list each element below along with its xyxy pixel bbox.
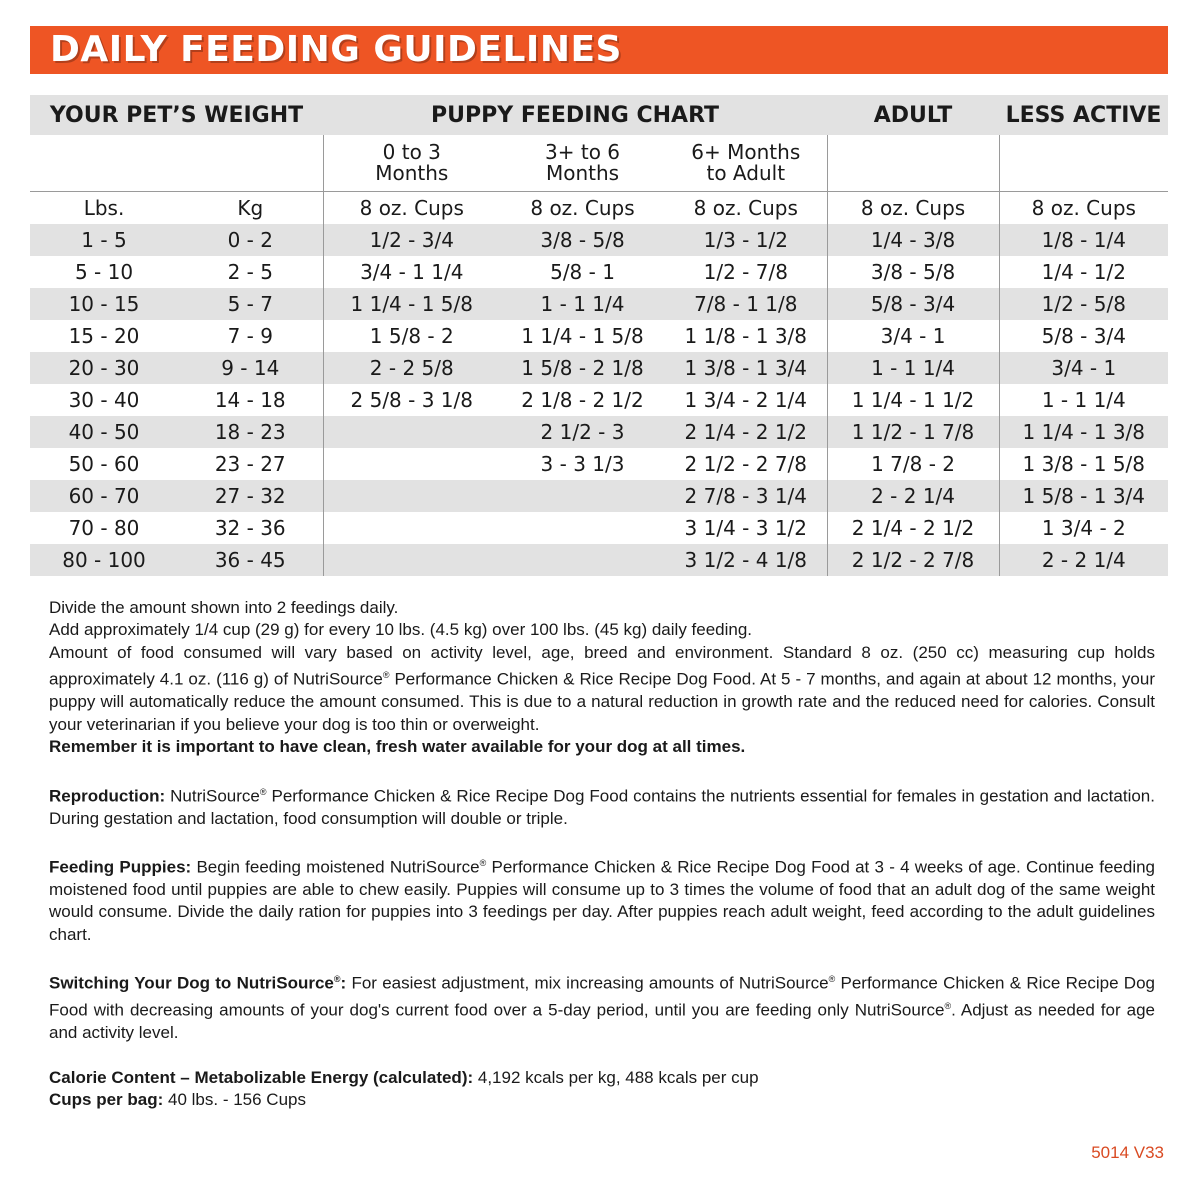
table-cell: 2 1/4 - 2 1/2 bbox=[827, 512, 999, 544]
table-cell: 20 - 30 bbox=[30, 352, 178, 384]
table-cell: 10 - 15 bbox=[30, 288, 178, 320]
table-cell: 1/8 - 1/4 bbox=[999, 224, 1168, 256]
table-row bbox=[30, 320, 1168, 352]
table-cell: 1/4 - 1/2 bbox=[999, 256, 1168, 288]
table-cell: 30 - 40 bbox=[30, 384, 178, 416]
table-cell: 5 - 7 bbox=[178, 288, 323, 320]
table-cell: 1/4 - 3/8 bbox=[827, 224, 999, 256]
unit-cups: 8 oz. Cups bbox=[693, 196, 798, 220]
table-cell: 3 1/2 - 4 1/8 bbox=[665, 544, 827, 576]
table-cell: 2 - 2 1/4 bbox=[827, 480, 999, 512]
table-cell: 1 1/4 - 1 5/8 bbox=[500, 320, 665, 352]
table-cell: 1 1/4 - 1 3/8 bbox=[999, 416, 1168, 448]
table-cell: 5/8 - 3/4 bbox=[827, 288, 999, 320]
table-cell: 1/2 - 5/8 bbox=[999, 288, 1168, 320]
table-cell: 7/8 - 1 1/8 bbox=[665, 288, 827, 320]
table-cell: 3 1/4 - 3 1/2 bbox=[665, 512, 827, 544]
unit-cups: 8 oz. Cups bbox=[323, 192, 500, 225]
table-cell: 1 5/8 - 1 3/4 bbox=[999, 480, 1168, 512]
table-cell: 3/4 - 1 bbox=[999, 352, 1168, 384]
age-adult-blank bbox=[827, 135, 999, 192]
table-row bbox=[30, 288, 1168, 320]
table-cell: 1 1/8 - 1 3/8 bbox=[665, 320, 827, 352]
table-row bbox=[30, 224, 1168, 256]
unit-kg: Kg bbox=[237, 196, 264, 220]
table-cell bbox=[323, 544, 500, 576]
product-code: 5014 V33 bbox=[1091, 1143, 1164, 1162]
unit-cups: 8 oz. Cups bbox=[827, 192, 999, 225]
table-cell: 1 1/4 - 1 1/2 bbox=[827, 384, 999, 416]
note-reproduction: Reproduction: NutriSource® Performance Chicken & Rice Recipe Dog Food contains the nutrients essential for females in gestation and lactation. During gestation and lactation, food consumption will double or triple. bbox=[49, 786, 1155, 828]
table-cell: 2 1/2 - 2 7/8 bbox=[827, 544, 999, 576]
table-cell: 1 5/8 - 2 bbox=[323, 320, 500, 352]
header-less-active: LESS ACTIVE bbox=[999, 95, 1168, 135]
table-cell: 23 - 27 bbox=[178, 448, 323, 480]
table-cell: 1 5/8 - 2 1/8 bbox=[500, 352, 665, 384]
age-col-6-adult: 6+ Months to Adult bbox=[665, 135, 827, 192]
table-cell: 1/2 - 3/4 bbox=[323, 224, 500, 256]
table-cell: 80 - 100 bbox=[30, 544, 178, 576]
table-row bbox=[30, 256, 1168, 288]
note-amount: Amount of food consumed will vary based on activity level, age, breed and environment. Standard 8 oz. (250 cc) measuring cup holds approximately 4.1 oz. (116 g) of NutriSource® Performance Chicken & Rice Recipe Dog Food. At 5 - 7 months, and again at about 12 months, your puppy will automatically reduce the amount consumed. This is due to a natural reduction in growth rate and the reduced need for calories. Consult your veterinarian if you believe your dog is too thin or overweight. bbox=[49, 642, 1155, 734]
table-cell: 1 3/8 - 1 3/4 bbox=[665, 352, 827, 384]
table-cell: 2 1/8 - 2 1/2 bbox=[500, 384, 665, 416]
table-cell: 3/4 - 1 1/4 bbox=[323, 256, 500, 288]
table-row bbox=[30, 416, 1168, 448]
table-cell: 14 - 18 bbox=[178, 384, 323, 416]
note-over-100: Add approximately 1/4 cup (29 g) for every 10 lbs. (4.5 kg) over 100 lbs. (45 kg) daily feeding. bbox=[49, 620, 753, 640]
table-cell: 1 - 1 1/4 bbox=[827, 352, 999, 384]
table-cell: 0 - 2 bbox=[178, 224, 323, 256]
table-row bbox=[30, 544, 1168, 576]
note-feeding-puppies: Feeding Puppies: Begin feeding moistened NutriSource® Performance Chicken & Rice Recipe Dog Food at 3 - 4 weeks of age. Continue feeding moistened food until puppies are able to chew easily. Puppies will consume up to 3 times the volume of food that an adult dog of the same weight would consume. Divide the daily ration for puppies into 3 feedings per day. After puppies reach adult weight, feed according to the adult guidelines chart. bbox=[49, 857, 1156, 944]
table-cell: 2 - 2 5/8 bbox=[323, 352, 500, 384]
table-cell: 32 - 36 bbox=[178, 512, 323, 544]
table-cell: 5/8 - 3/4 bbox=[999, 320, 1168, 352]
header-weight: YOUR PET’S WEIGHT bbox=[30, 95, 323, 135]
age-header-row bbox=[30, 135, 1168, 192]
table-cell: 1 7/8 - 2 bbox=[827, 448, 999, 480]
feeding-chart-table bbox=[30, 95, 1168, 576]
unit-cups: 8 oz. Cups bbox=[999, 192, 1168, 225]
note-calorie-content: Calorie Content – Metabolizable Energy (calculated): 4,192 kcals per kg, 488 kcals per cup bbox=[49, 1067, 759, 1087]
table-cell bbox=[323, 512, 500, 544]
table-cell bbox=[500, 512, 665, 544]
table-cell: 3/8 - 5/8 bbox=[827, 256, 999, 288]
header-row bbox=[30, 95, 1168, 135]
table-cell: 1 1/2 - 1 7/8 bbox=[827, 416, 999, 448]
table-cell: 50 - 60 bbox=[30, 448, 178, 480]
table-cell: 1 3/4 - 2 1/4 bbox=[665, 384, 827, 416]
header-puppy: PUPPY FEEDING CHART bbox=[323, 95, 827, 135]
table-cell: 5 - 10 bbox=[30, 256, 178, 288]
note-water: Remember it is important to have clean, fresh water available for your dog at all times. bbox=[49, 737, 746, 757]
table-row bbox=[30, 448, 1168, 480]
note-switching: Switching Your Dog to NutriSource®: For easiest adjustment, mix increasing amounts of NutriSource® Performance Chicken & Rice Recipe Dog Food with decreasing amounts of your dog's current food over a 5-day period, until you are feeding only NutriSource®. Adjust as needed for age and activity level. bbox=[49, 973, 1155, 1043]
table-cell: 1 - 5 bbox=[30, 224, 178, 256]
table-cell: 70 - 80 bbox=[30, 512, 178, 544]
table-cell: 1 1/4 - 1 5/8 bbox=[323, 288, 500, 320]
age-col-3-6: 3+ to 6 Months bbox=[500, 135, 665, 192]
table-cell bbox=[323, 416, 500, 448]
table-cell: 9 - 14 bbox=[178, 352, 323, 384]
table-row bbox=[30, 384, 1168, 416]
table-cell: 18 - 23 bbox=[178, 416, 323, 448]
table-cell: 2 7/8 - 3 1/4 bbox=[665, 480, 827, 512]
table-cell: 2 1/2 - 3 bbox=[500, 416, 665, 448]
units-row bbox=[30, 192, 1168, 225]
feeding-notes bbox=[49, 597, 1155, 1112]
table-row bbox=[30, 352, 1168, 384]
table-cell: 15 - 20 bbox=[30, 320, 178, 352]
table-row bbox=[30, 512, 1168, 544]
table-cell: 3 - 3 1/3 bbox=[500, 448, 665, 480]
table-cell bbox=[500, 480, 665, 512]
header-adult: ADULT bbox=[827, 95, 999, 135]
table-row bbox=[30, 480, 1168, 512]
table-cell: 1/3 - 1/2 bbox=[665, 224, 827, 256]
note-cups-per-bag: Cups per bag: 40 lbs. - 156 Cups bbox=[49, 1090, 306, 1110]
table-cell: 1 - 1 1/4 bbox=[500, 288, 665, 320]
table-cell: 36 - 45 bbox=[178, 544, 323, 576]
table-cell: 60 - 70 bbox=[30, 480, 178, 512]
table-cell: 1 - 1 1/4 bbox=[999, 384, 1168, 416]
table-cell: 27 - 32 bbox=[178, 480, 323, 512]
table-cell: 1 3/4 - 2 bbox=[999, 512, 1168, 544]
table-cell: 2 - 5 bbox=[178, 256, 323, 288]
table-cell: 3/4 - 1 bbox=[827, 320, 999, 352]
page-title: DAILY FEEDING GUIDELINES bbox=[50, 29, 622, 70]
table-cell: 1 3/8 - 1 5/8 bbox=[999, 448, 1168, 480]
age-less-active-blank bbox=[999, 135, 1168, 192]
note-divide: Divide the amount shown into 2 feedings daily. bbox=[49, 598, 399, 617]
table-cell: 3/8 - 5/8 bbox=[500, 224, 665, 256]
age-blank bbox=[30, 135, 323, 192]
table-cell: 2 - 2 1/4 bbox=[999, 544, 1168, 576]
table-cell: 7 - 9 bbox=[178, 320, 323, 352]
table-cell: 40 - 50 bbox=[30, 416, 178, 448]
table-cell: 5/8 - 1 bbox=[500, 256, 665, 288]
table-cell bbox=[323, 448, 500, 480]
unit-lbs: Lbs. bbox=[83, 196, 125, 220]
table-cell: 2 5/8 - 3 1/8 bbox=[323, 384, 500, 416]
table-cell: 2 1/2 - 2 7/8 bbox=[665, 448, 827, 480]
table-cell bbox=[323, 480, 500, 512]
table-cell: 2 1/4 - 2 1/2 bbox=[665, 416, 827, 448]
unit-cups: 8 oz. Cups bbox=[530, 196, 635, 220]
table-cell bbox=[500, 544, 665, 576]
age-col-0-3: 0 to 3 Months bbox=[323, 135, 500, 192]
table-cell: 1/2 - 7/8 bbox=[665, 256, 827, 288]
title-banner bbox=[30, 26, 1168, 74]
